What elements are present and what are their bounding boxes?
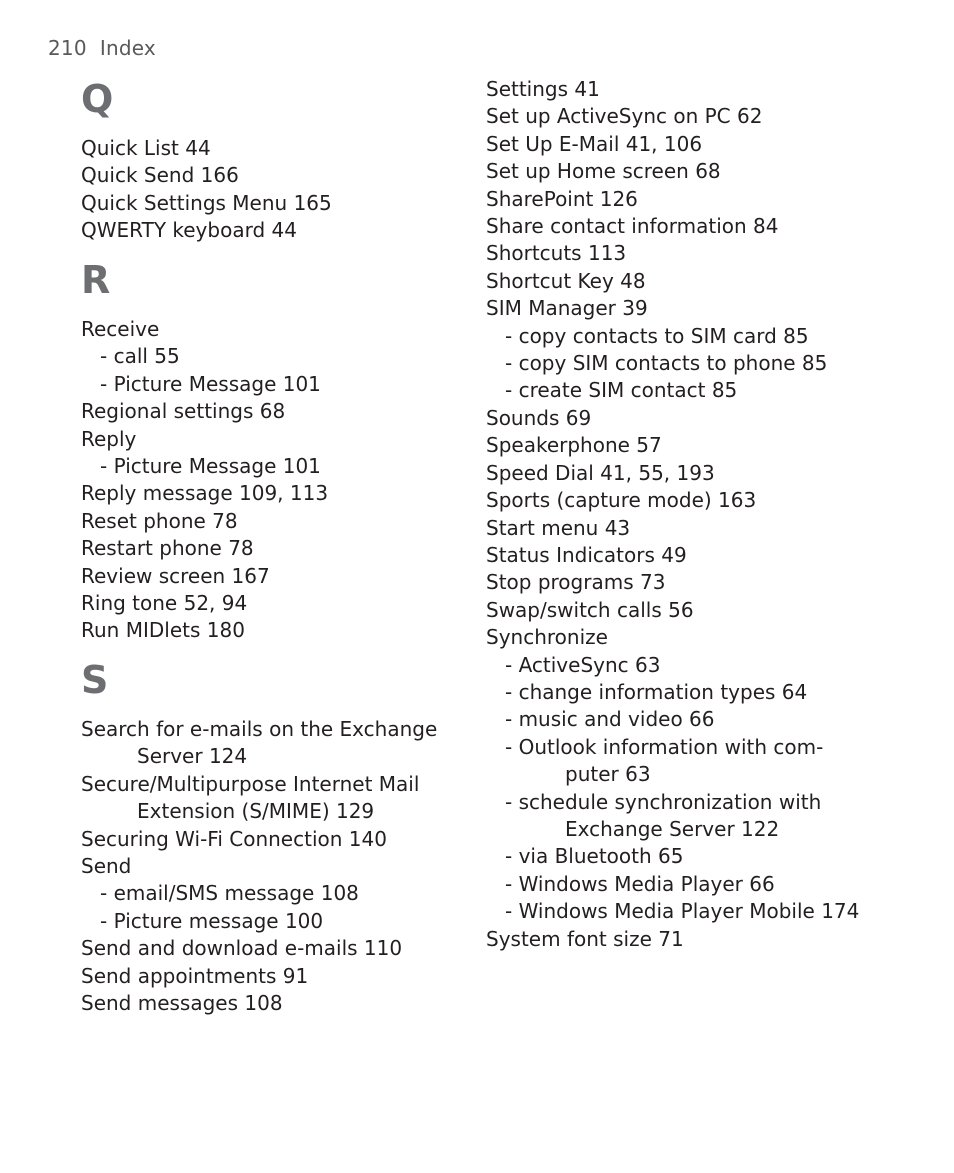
index-entry: Speed Dial 41, 55, 193 bbox=[486, 460, 715, 485]
index-entry: Secure/Multipurpose Internet Mail bbox=[81, 771, 420, 796]
index-subentry: - ActiveSync 63 bbox=[505, 652, 661, 677]
index-subentry: - copy SIM contacts to phone 85 bbox=[505, 351, 828, 376]
index-entry: Speakerphone 57 bbox=[486, 433, 662, 458]
index-entry: Set up Home screen 68 bbox=[486, 159, 721, 184]
index-subentry: - create SIM contact 85 bbox=[505, 378, 738, 403]
index-subentry-continuation: Exchange Server 122 bbox=[565, 816, 780, 841]
index-entry: Ring tone 52, 94 bbox=[81, 591, 248, 616]
index-entry: Quick List 44 bbox=[81, 136, 211, 160]
index-entry: Settings 41 bbox=[486, 77, 600, 101]
index-entry: Sounds 69 bbox=[486, 405, 592, 430]
index-entry: Reset phone 78 bbox=[81, 508, 238, 533]
index-entry: Securing Wi-Fi Connection 140 bbox=[81, 826, 387, 851]
page-title: Index bbox=[99, 36, 156, 60]
index-subentry: - call 55 bbox=[100, 344, 180, 369]
section-letter-s: S bbox=[81, 658, 109, 702]
index-entry-continuation: Server 124 bbox=[137, 744, 248, 769]
index-entry: Sports (capture mode) 163 bbox=[486, 488, 757, 513]
index-subentry: - via Bluetooth 65 bbox=[505, 844, 684, 869]
index-entry: Swap/switch calls 56 bbox=[486, 597, 694, 622]
index-entry: Share contact information 84 bbox=[486, 214, 779, 239]
index-subentry: - Picture message 100 bbox=[100, 908, 324, 933]
index-entry: QWERTY keyboard 44 bbox=[81, 218, 297, 243]
index-entry: Send and download e-mails 110 bbox=[81, 936, 403, 961]
index-entry: Send bbox=[81, 854, 132, 879]
index-subentry: - schedule synchronization with bbox=[505, 789, 822, 814]
section-letter-q: Q bbox=[81, 77, 114, 121]
index-entry: System font size 71 bbox=[486, 926, 684, 951]
index-subentry: - Windows Media Player 66 bbox=[505, 871, 775, 896]
index-entry: Restart phone 78 bbox=[81, 536, 254, 561]
index-entry: Run MIDlets 180 bbox=[81, 618, 245, 643]
index-entry: Reply message 109, 113 bbox=[81, 481, 329, 506]
index-subentry-continuation: puter 63 bbox=[565, 762, 651, 787]
index-entry: Stop programs 73 bbox=[486, 570, 666, 595]
index-entry: Set up ActiveSync on PC 62 bbox=[486, 104, 763, 129]
index-entry: SharePoint 126 bbox=[486, 186, 638, 211]
index-subentry: - Picture Message 101 bbox=[100, 454, 321, 479]
index-entry: SIM Manager 39 bbox=[486, 296, 648, 321]
index-subentry: - Picture Message 101 bbox=[100, 371, 321, 396]
index-entry: Search for e-mails on the Exchange bbox=[81, 717, 438, 741]
index-entry: Regional settings 68 bbox=[81, 399, 286, 424]
index-subentry: - Windows Media Player Mobile 174 bbox=[505, 899, 860, 924]
section-s bbox=[81, 658, 471, 1017]
section-letter-r: R bbox=[81, 258, 111, 302]
index-subentry: - copy contacts to SIM card 85 bbox=[505, 323, 809, 348]
index-entry: Send appointments 91 bbox=[81, 963, 309, 988]
index-entry: Status Indicators 49 bbox=[486, 542, 687, 567]
index-entry: Set Up E-Mail 41, 106 bbox=[486, 131, 703, 156]
index-subentry: - music and video 66 bbox=[505, 707, 715, 732]
index-entry: Synchronize bbox=[486, 625, 608, 650]
index-entry: Quick Settings Menu 165 bbox=[81, 190, 332, 215]
index-subentry: - email/SMS message 108 bbox=[100, 881, 359, 906]
index-subentry: - Outlook information with com- bbox=[505, 734, 824, 759]
index-entry: Receive bbox=[81, 317, 160, 341]
section-q bbox=[81, 77, 471, 245]
index-entry: Reply bbox=[81, 426, 137, 451]
index-entry: Review screen 167 bbox=[81, 563, 270, 588]
index-entry-continuation: Extension (S/MIME) 129 bbox=[137, 799, 375, 824]
page-header bbox=[48, 36, 156, 60]
index-subentry: - change information types 64 bbox=[505, 679, 808, 704]
index-entry: Shortcut Key 48 bbox=[486, 268, 646, 293]
index-entry: Quick Send 166 bbox=[81, 163, 239, 188]
index-entry: Shortcuts 113 bbox=[486, 241, 627, 266]
section-s-continued bbox=[486, 76, 926, 953]
page-number: 210 bbox=[48, 36, 87, 60]
section-r bbox=[81, 258, 471, 645]
index-entry: Start menu 43 bbox=[486, 515, 631, 540]
index-entry: Send messages 108 bbox=[81, 991, 283, 1016]
